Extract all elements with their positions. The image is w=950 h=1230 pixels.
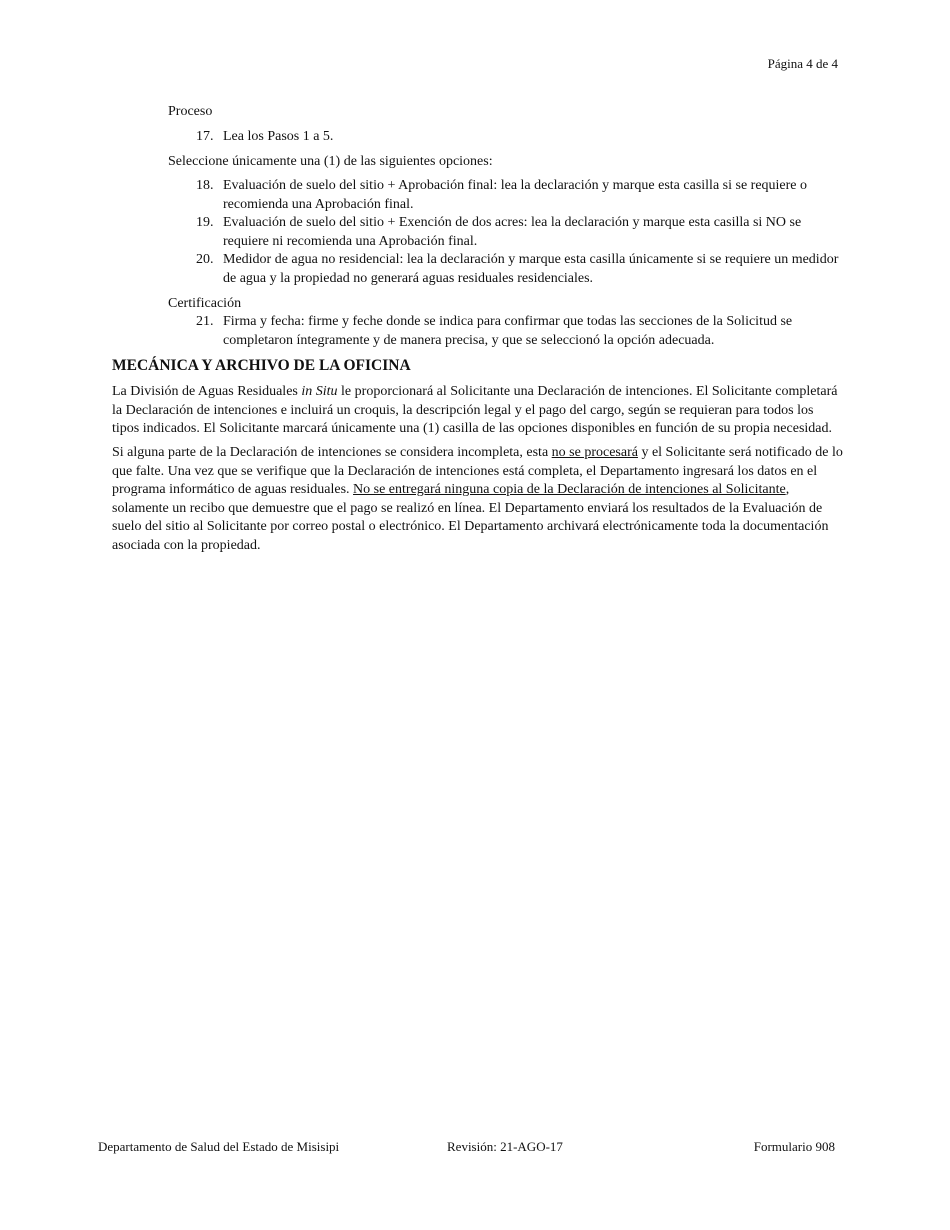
list-item: [168, 128, 848, 147]
list-item: [168, 177, 848, 214]
paragraph-2: [112, 444, 844, 556]
proceso-list: [168, 128, 848, 147]
text: Si alguna parte de la Declaración de intenciones se considera incompleta, esta: [112, 445, 552, 460]
list-item: [168, 214, 848, 251]
item-text: Evaluación de suelo del sitio + Aprobación final: lea la declaración y marque esta casilla si se requiere o recomienda una Aprobación final.: [223, 178, 808, 212]
underlined-text: no se procesará: [551, 445, 638, 460]
page-number: Página 4 de 4: [767, 56, 838, 71]
item-number: 18.: [196, 178, 214, 193]
text: , solamente un recibo que demuestre que el pago se realizó en línea. El Departamento enviará los resultados de la Evaluación de suelo del sitio al Solicitante por correo postal o electrónico. El Departamento archivará electrónicamente toda la documentación asociada con la propiedad.: [112, 482, 829, 553]
underlined-text: No se entregará ninguna copia de la Declaración de intenciones al Solicitante: [353, 482, 786, 498]
item-text: Medidor de agua no residencial: lea la declaración y marque esta casilla únicamente si se requiere un medidor de agua y la propiedad no generará aguas residuales residenciales.: [223, 252, 839, 286]
italic-text: in Situ: [301, 384, 338, 399]
item-text: Lea los Pasos 1 a 5.: [223, 129, 334, 144]
certificacion-title: Certificación: [168, 296, 242, 311]
text: y el Solicitante será notificado de lo que falte. Una vez que se verifique que la Declaración de intenciones está completa, el Departamento ingresará los datos en el programa informático de aguas residuales.: [112, 445, 843, 498]
list-item: [168, 251, 848, 288]
item-number: 21.: [196, 314, 214, 329]
item-text: Evaluación de suelo del sitio + Exención de dos acres: lea la declaración y marque esta casilla si NO se requiere ni recomienda una Aprobación final.: [223, 215, 802, 249]
text: La División de Aguas Residuales: [112, 384, 302, 399]
item-number: 19.: [196, 215, 214, 231]
paragraph-1: [112, 383, 844, 439]
text: le proporcionará al Solicitante una Declaración de intenciones. El Solicitante completará la Declaración de intenciones e incluirá un croquis, la descripción legal y el pago del cargo, según se requieran para todos los tipos indicados. El Solicitante marcará únicamente una (1) casilla de las opciones disponibles en función de su propia necesidad.: [112, 384, 838, 437]
item-number: 17.: [196, 129, 214, 144]
section-heading: MECÁNICA Y ARCHIVO DE LA OFICINA: [112, 357, 411, 374]
footer-department: Departamento de Salud del Estado de Misisipi: [98, 1139, 340, 1154]
seleccion-title: Seleccione únicamente una (1) de las siguientes opciones:: [168, 154, 493, 169]
certificacion-list: [168, 313, 848, 350]
proceso-title: Proceso: [168, 104, 213, 119]
item-number: 20.: [196, 252, 214, 268]
footer-revision: Revisión: 21-AGO-17: [447, 1139, 563, 1154]
footer-form-number: Formulario 908: [753, 1139, 835, 1154]
seleccion-list: [168, 177, 848, 289]
item-text: Firma y fecha: firme y feche donde se indica para confirmar que todas las secciones de la Solicitud se completaron íntegramente y de manera precisa, y que se seleccionó la opción adecuada.: [223, 314, 793, 348]
list-item: [168, 313, 848, 350]
